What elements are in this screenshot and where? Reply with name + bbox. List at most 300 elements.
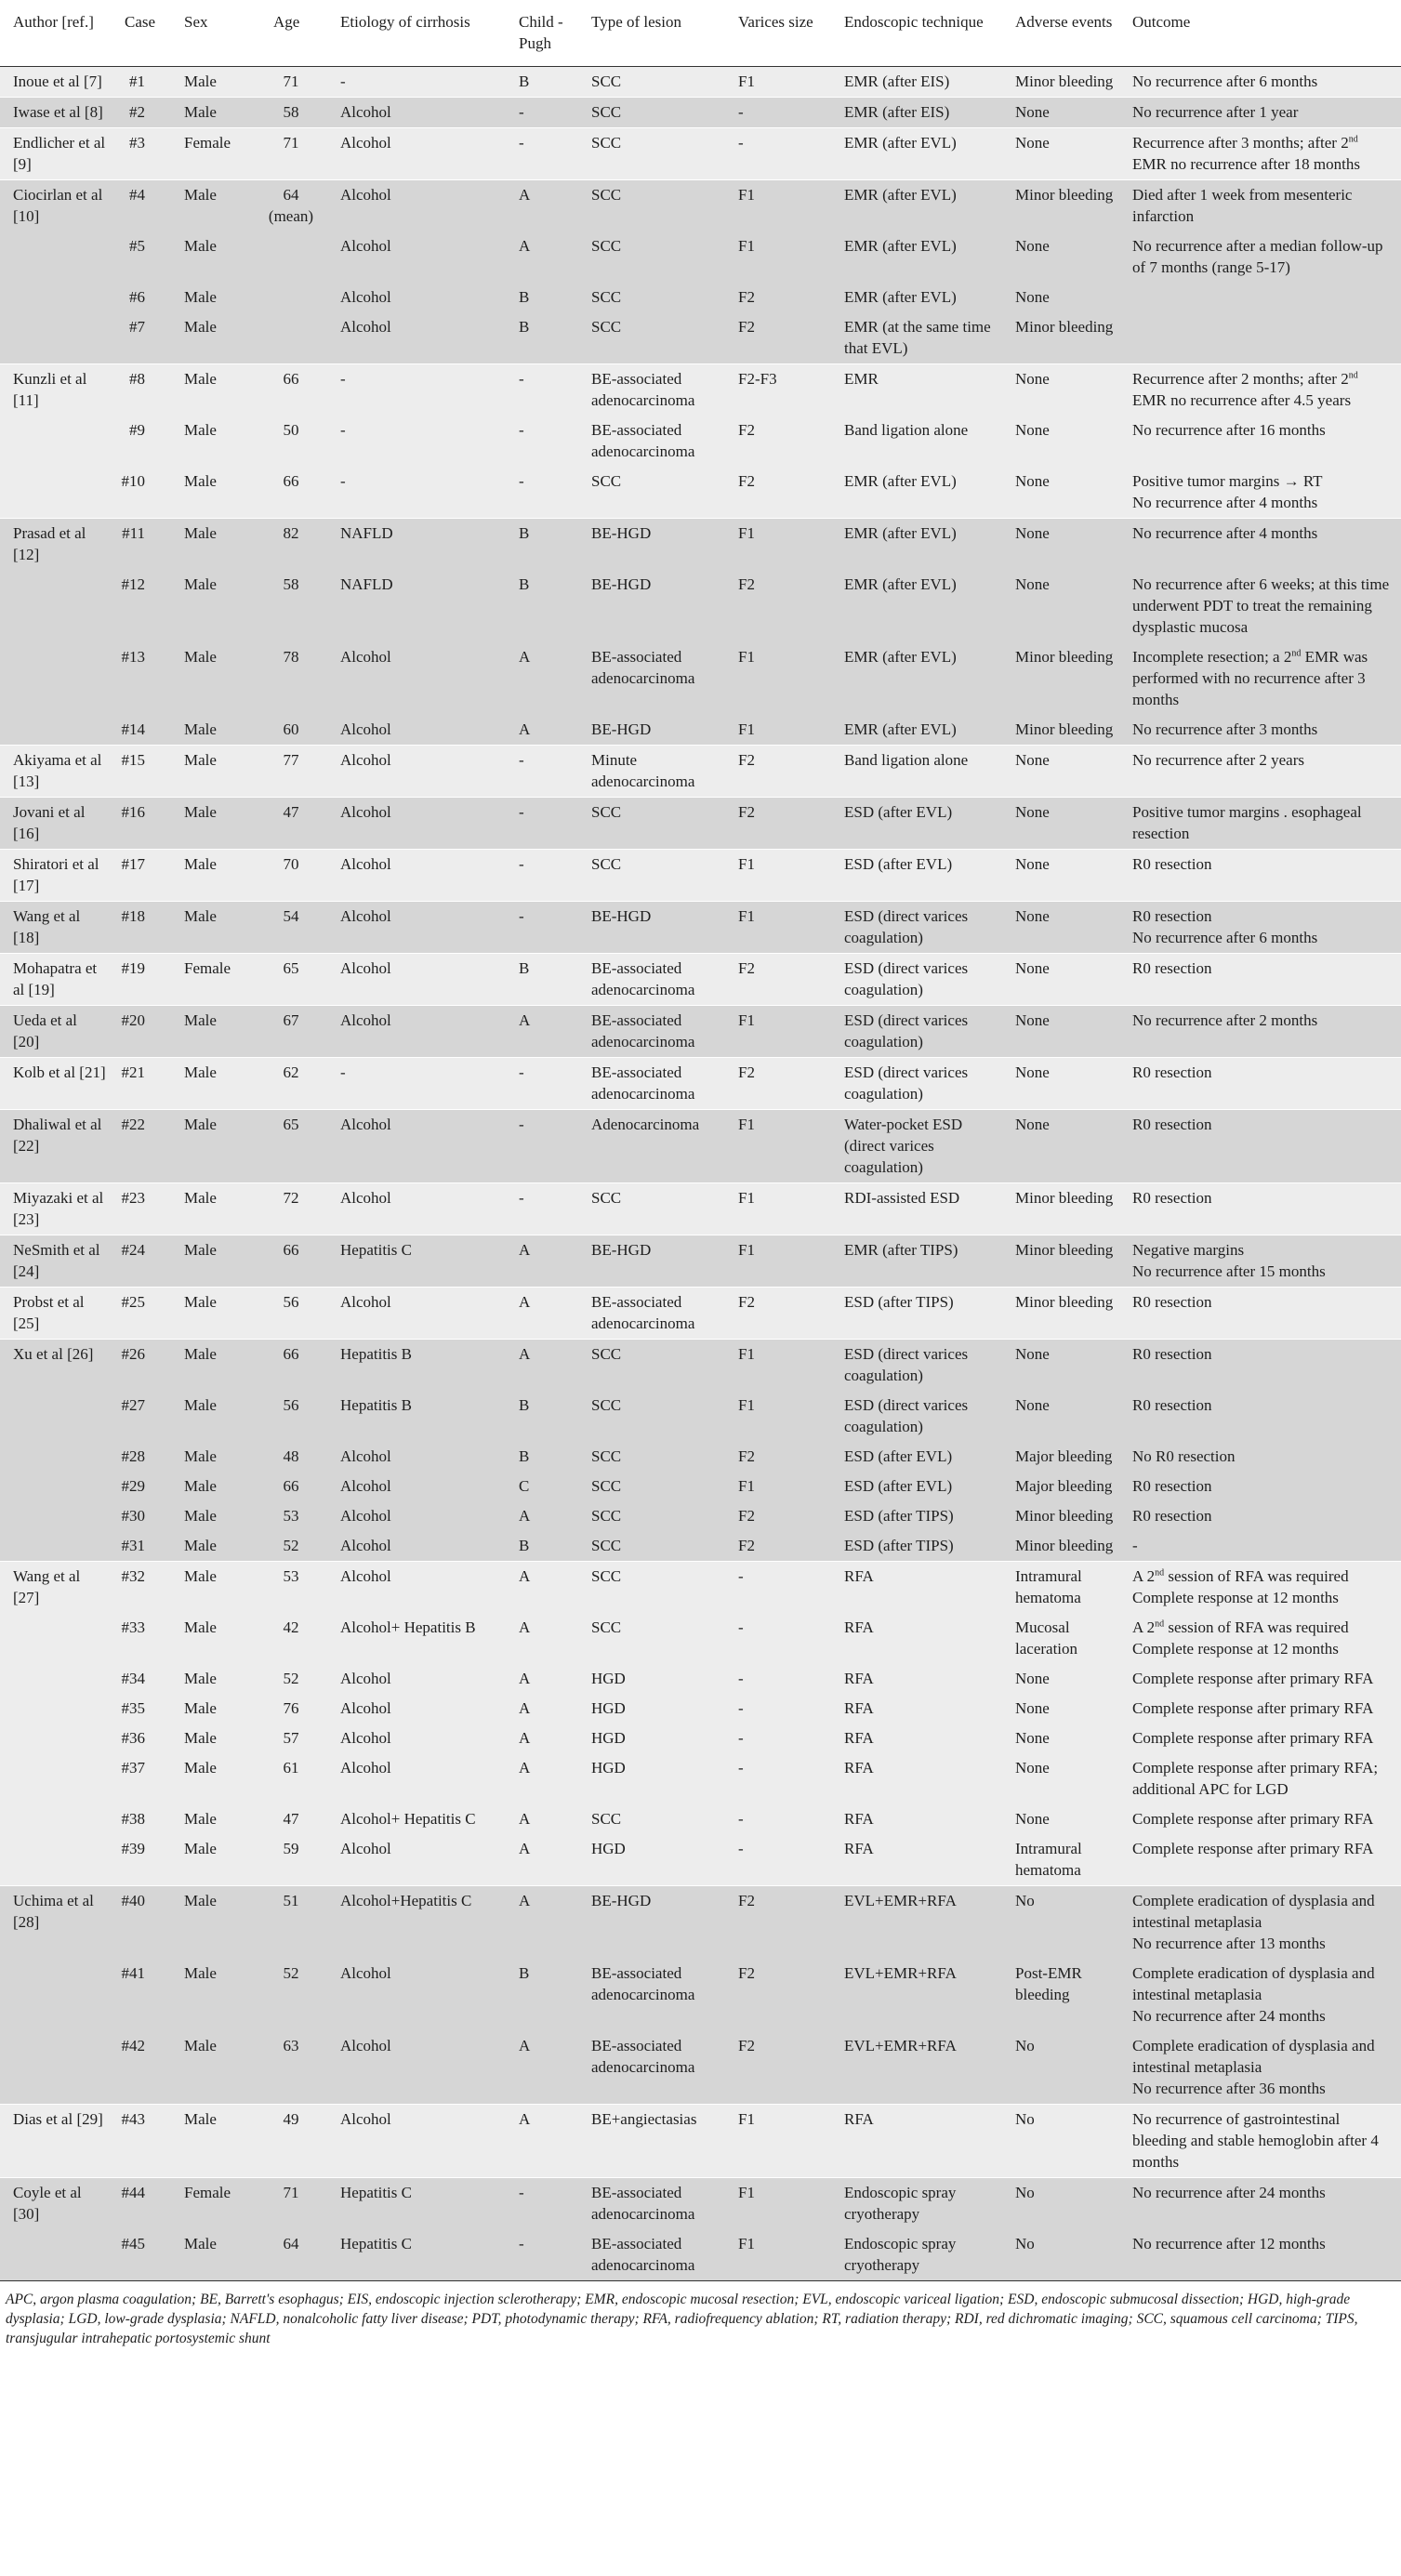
cell-age: 56 [260,1391,327,1442]
cell-varices: - [725,1613,831,1664]
cell-sex: Female [171,2178,260,2230]
cell-adverse: None [1002,1110,1119,1183]
cell-varices: F2 [725,283,831,312]
cell-etiology: Alcohol [327,850,509,902]
cell-lesion: BE-associated adenocarcinoma [578,1288,725,1340]
cell-varices: F2 [725,1501,831,1531]
cell-outcome [1119,312,1401,364]
cell-case: #32 [112,1562,171,1614]
cell-etiology: Hepatitis C [327,2229,509,2280]
cell-varices: F2 [725,1886,831,1960]
cell-lesion: BE-HGD [578,1235,725,1288]
cell-case: #27 [112,1391,171,1442]
cell-age: 63 [260,2031,327,2105]
table-row [0,283,1401,312]
table-row [0,1340,1401,1392]
table-row [0,1886,1401,1960]
cell-lesion: BE-associated adenocarcinoma [578,1959,725,2031]
cell-varices: F2 [725,416,831,467]
cell-sex: Male [171,1753,260,1804]
cell-case: #19 [112,954,171,1006]
cell-sex: Male [171,902,260,954]
cell-varices: F1 [725,67,831,98]
cell-lesion: SCC [578,312,725,364]
cell-etiology: Alcohol [327,715,509,746]
cell-age: 51 [260,1886,327,1960]
cell-technique: RFA [831,2105,1002,2178]
cell-child: B [509,283,578,312]
column-header-varices: Varices size [725,0,831,67]
cell-lesion: SCC [578,1340,725,1392]
table-row [0,1834,1401,1886]
cell-case: #26 [112,1340,171,1392]
cell-child: - [509,1183,578,1235]
cell-author: Xu et al [26] [0,1340,112,1392]
cell-outcome: R0 resection [1119,1472,1401,1501]
cell-etiology: Alcohol [327,1724,509,1753]
cell-sex: Male [171,283,260,312]
table-row [0,954,1401,1006]
cell-outcome [1119,283,1401,312]
cell-etiology: Alcohol [327,1959,509,2031]
cell-case: #7 [112,312,171,364]
table-row [0,312,1401,364]
cell-sex: Male [171,850,260,902]
cell-author [0,570,112,642]
cell-varices: F2 [725,954,831,1006]
table-row [0,850,1401,902]
table-row [0,1288,1401,1340]
cell-child: - [509,798,578,850]
cell-age: 71 [260,128,327,180]
cell-etiology: Alcohol [327,1183,509,1235]
cell-lesion: SCC [578,1531,725,1562]
cell-adverse: None [1002,1058,1119,1110]
cell-age: 65 [260,1110,327,1183]
cell-technique: ESD (direct varices coagulation) [831,1391,1002,1442]
cell-lesion: SCC [578,798,725,850]
cell-technique: EMR (after EVL) [831,283,1002,312]
cell-outcome: No recurrence after 4 months [1119,519,1401,571]
table-footnote: APC, argon plasma coagulation; BE, Barrett's esophagus; EIS, endoscopic injection sclerotherapy; EMR, endoscopic mucosal resection; EVL, endoscopic variceal ligation; ESD, endoscopic submucosal dissection; HGD, high-grade dysplasia; LGD, low-grade dysplasia; NAFLD, nonalcoholic fatty liver disease; PDT, photodynamic therapy; RFA, radiofrequency ablation; RT, radiation therapy; RDI, red dichromatic imaging; SCC, squamous cell carcinoma; TIPS, transjugular intrahepatic portosystemic shunt [0,2280,1401,2348]
cell-author [0,1753,112,1804]
cell-author [0,1724,112,1753]
cell-etiology: Alcohol [327,1472,509,1501]
cell-author [0,1472,112,1501]
cell-adverse: Intramural hematoma [1002,1834,1119,1886]
cell-etiology: Alcohol [327,798,509,850]
cell-varices: F2 [725,1959,831,2031]
cell-technique: RFA [831,1804,1002,1834]
cell-lesion: SCC [578,180,725,232]
cell-sex: Male [171,1562,260,1614]
cell-lesion: BE-HGD [578,1886,725,1960]
cell-child: A [509,1694,578,1724]
cell-technique: RDI-assisted ESD [831,1183,1002,1235]
cell-age: 78 [260,642,327,715]
cell-lesion: BE+angiectasias [578,2105,725,2178]
cell-sex: Male [171,746,260,798]
cell-author [0,1501,112,1531]
table-row [0,902,1401,954]
cell-child: B [509,1391,578,1442]
cell-technique: EVL+EMR+RFA [831,2031,1002,2105]
cell-etiology: Alcohol [327,642,509,715]
cell-case: #36 [112,1724,171,1753]
cell-etiology: - [327,67,509,98]
cell-outcome: Complete response after primary RFA [1119,1834,1401,1886]
cell-child: A [509,1753,578,1804]
cell-adverse: No [1002,1886,1119,1960]
cell-varices: - [725,128,831,180]
cell-etiology: Hepatitis C [327,2178,509,2230]
cell-adverse: None [1002,1006,1119,1058]
cell-author [0,283,112,312]
table-row [0,1442,1401,1472]
cell-technique: ESD (after EVL) [831,798,1002,850]
cell-outcome: Complete response after primary RFA [1119,1724,1401,1753]
cell-sex: Male [171,67,260,98]
cell-lesion: SCC [578,67,725,98]
cell-outcome: Incomplete resection; a 2nd EMR was performed with no recurrence after 3 months [1119,642,1401,715]
cell-outcome: Complete eradication of dysplasia and intestinal metaplasia No recurrence after 36 months [1119,2031,1401,2105]
table-row [0,746,1401,798]
cell-child: A [509,1664,578,1694]
cell-sex: Female [171,128,260,180]
cell-sex: Male [171,416,260,467]
cell-child: B [509,519,578,571]
cell-outcome: Positive tumor margins → RT No recurrence after 4 months [1119,467,1401,519]
cell-author: NeSmith et al [24] [0,1235,112,1288]
cell-lesion: Minute adenocarcinoma [578,746,725,798]
table-row [0,364,1401,416]
cell-technique: RFA [831,1694,1002,1724]
cell-adverse: None [1002,283,1119,312]
cell-technique: EVL+EMR+RFA [831,1959,1002,2031]
cell-age: 58 [260,570,327,642]
cell-adverse: Major bleeding [1002,1442,1119,1472]
cell-case: #15 [112,746,171,798]
cell-adverse: Minor bleeding [1002,67,1119,98]
cell-sex: Male [171,1288,260,1340]
cell-author [0,1442,112,1472]
cell-case: #8 [112,364,171,416]
cell-age: 64 [260,2229,327,2280]
cell-sex: Male [171,312,260,364]
cell-child: A [509,231,578,283]
table-row [0,1006,1401,1058]
cell-adverse: Minor bleeding [1002,1531,1119,1562]
cell-sex: Male [171,715,260,746]
cell-technique: RFA [831,1753,1002,1804]
cell-age: 53 [260,1501,327,1531]
cell-varices: F1 [725,1235,831,1288]
cell-outcome: Recurrence after 3 months; after 2nd EMR no recurrence after 18 months [1119,128,1401,180]
cell-technique: EVL+EMR+RFA [831,1886,1002,1960]
cell-outcome: No recurrence after a median follow-up of 7 months (range 5-17) [1119,231,1401,283]
cell-sex: Male [171,570,260,642]
cell-lesion: HGD [578,1724,725,1753]
table-row [0,1753,1401,1804]
cell-case: #45 [112,2229,171,2280]
cell-child: A [509,715,578,746]
cell-lesion: BE-associated adenocarcinoma [578,1006,725,1058]
cell-etiology: Hepatitis C [327,1235,509,1288]
cell-author: Inoue et al [7] [0,67,112,98]
cell-adverse: Post-EMR bleeding [1002,1959,1119,2031]
cell-technique: RFA [831,1562,1002,1614]
cell-case: #3 [112,128,171,180]
cell-author: Endlicher et al [9] [0,128,112,180]
header-row [0,0,1401,67]
cell-author [0,1531,112,1562]
cell-outcome: R0 resection [1119,1501,1401,1531]
cell-adverse: None [1002,1804,1119,1834]
cell-age: 60 [260,715,327,746]
cell-lesion: BE-associated adenocarcinoma [578,1058,725,1110]
cell-sex: Male [171,1531,260,1562]
cell-etiology: Alcohol [327,312,509,364]
table-row [0,1531,1401,1562]
table-row [0,231,1401,283]
table-row [0,642,1401,715]
cell-etiology: Hepatitis B [327,1391,509,1442]
cell-sex: Male [171,2229,260,2280]
cell-lesion: BE-associated adenocarcinoma [578,2031,725,2105]
cell-child: - [509,2229,578,2280]
cell-outcome: R0 resection [1119,850,1401,902]
cell-child: B [509,67,578,98]
cell-child: - [509,467,578,519]
cell-adverse: None [1002,98,1119,128]
cell-case: #14 [112,715,171,746]
cell-case: #20 [112,1006,171,1058]
cell-lesion: BE-associated adenocarcinoma [578,642,725,715]
cell-sex: Male [171,2105,260,2178]
cell-outcome: Complete eradication of dysplasia and intestinal metaplasia No recurrence after 13 months [1119,1886,1401,1960]
cell-varices: F1 [725,1391,831,1442]
cell-case: #28 [112,1442,171,1472]
cell-lesion: BE-HGD [578,902,725,954]
cell-adverse: No [1002,2031,1119,2105]
cell-author [0,2229,112,2280]
cell-child: B [509,954,578,1006]
cell-age: 66 [260,364,327,416]
cell-child: A [509,1288,578,1340]
cell-case: #2 [112,98,171,128]
cell-age: 49 [260,2105,327,2178]
cell-lesion: BE-HGD [578,570,725,642]
cell-age: 42 [260,1613,327,1664]
cell-etiology: Alcohol [327,1531,509,1562]
cell-etiology: - [327,467,509,519]
cell-technique: Water-pocket ESD (direct varices coagulation) [831,1110,1002,1183]
cell-adverse: None [1002,850,1119,902]
cell-varices: - [725,1834,831,1886]
cell-etiology: Alcohol [327,128,509,180]
cell-age: 66 [260,1472,327,1501]
cell-outcome: R0 resection [1119,1391,1401,1442]
cell-author: Coyle et al [30] [0,2178,112,2230]
table-row [0,1664,1401,1694]
table-row [0,798,1401,850]
cell-adverse: Minor bleeding [1002,180,1119,232]
cell-etiology: Alcohol [327,746,509,798]
cell-adverse: Minor bleeding [1002,1235,1119,1288]
column-header-etiology: Etiology of cirrhosis [327,0,509,67]
cell-adverse: Minor bleeding [1002,642,1119,715]
cell-child: - [509,128,578,180]
cell-outcome: No recurrence of gastrointestinal bleeding and stable hemoglobin after 4 months [1119,2105,1401,2178]
cell-case: #25 [112,1288,171,1340]
cell-technique: ESD (after TIPS) [831,1501,1002,1531]
cell-age: 66 [260,1340,327,1392]
cell-technique: ESD (direct varices coagulation) [831,902,1002,954]
cell-varices: F2-F3 [725,364,831,416]
cell-sex: Male [171,2031,260,2105]
cell-technique: EMR (after EIS) [831,98,1002,128]
cell-age: 77 [260,746,327,798]
cell-case: #6 [112,283,171,312]
cell-child: A [509,1834,578,1886]
cell-adverse: None [1002,231,1119,283]
cell-etiology: Alcohol [327,180,509,232]
cell-sex: Male [171,1442,260,1472]
cell-varices: - [725,1664,831,1694]
cell-case: #42 [112,2031,171,2105]
cell-child: - [509,850,578,902]
cell-outcome: Positive tumor margins . esophageal resection [1119,798,1401,850]
cell-technique: EMR (after EVL) [831,467,1002,519]
cell-case: #21 [112,1058,171,1110]
cell-child: - [509,1058,578,1110]
cell-age: 54 [260,902,327,954]
cell-adverse: None [1002,954,1119,1006]
cell-outcome: R0 resection [1119,1110,1401,1183]
cell-child: B [509,1959,578,2031]
cell-varices: F1 [725,2105,831,2178]
cell-outcome: No recurrence after 12 months [1119,2229,1401,2280]
cell-outcome: Recurrence after 2 months; after 2nd EMR no recurrence after 4.5 years [1119,364,1401,416]
cell-author [0,1664,112,1694]
cell-lesion: SCC [578,1183,725,1235]
cell-outcome: No recurrence after 6 weeks; at this time underwent PDT to treat the remaining dysplastic mucosa [1119,570,1401,642]
cell-sex: Male [171,1613,260,1664]
table-body [0,67,1401,2281]
cell-technique: ESD (after EVL) [831,1472,1002,1501]
cell-outcome: A 2nd session of RFA was required Complete response at 12 months [1119,1562,1401,1614]
cell-age: 62 [260,1058,327,1110]
cell-child: A [509,1340,578,1392]
cell-sex: Male [171,364,260,416]
cell-sex: Male [171,467,260,519]
cell-case: #5 [112,231,171,283]
cell-varices: F1 [725,1110,831,1183]
cell-lesion: BE-associated adenocarcinoma [578,2178,725,2230]
cell-case: #23 [112,1183,171,1235]
cell-outcome: No recurrence after 3 months [1119,715,1401,746]
cell-technique: ESD (direct varices coagulation) [831,1340,1002,1392]
cell-adverse: None [1002,128,1119,180]
cell-outcome: R0 resection [1119,1183,1401,1235]
cell-author [0,1834,112,1886]
cell-case: #38 [112,1804,171,1834]
table-row [0,1235,1401,1288]
cell-age: 66 [260,1235,327,1288]
cell-case: #40 [112,1886,171,1960]
cell-varices: F1 [725,2178,831,2230]
cell-etiology: Alcohol [327,98,509,128]
table-row [0,1391,1401,1442]
cell-age: 65 [260,954,327,1006]
cell-author [0,467,112,519]
cell-lesion: BE-associated adenocarcinoma [578,416,725,467]
cell-adverse: Minor bleeding [1002,715,1119,746]
cell-age: 52 [260,1959,327,2031]
cell-varices: F1 [725,850,831,902]
cell-adverse: Minor bleeding [1002,1288,1119,1340]
cell-adverse: None [1002,746,1119,798]
table-row [0,1501,1401,1531]
cell-etiology: Alcohol+ Hepatitis C [327,1804,509,1834]
cell-etiology: - [327,1058,509,1110]
cell-author: Ueda et al [20] [0,1006,112,1058]
table-row [0,67,1401,98]
cell-author: Mohapatra et al [19] [0,954,112,1006]
column-header-case: Case [112,0,171,67]
cell-technique: EMR [831,364,1002,416]
cell-outcome: Complete response after primary RFA [1119,1804,1401,1834]
cell-child: A [509,1235,578,1288]
table-row [0,2178,1401,2230]
cell-adverse: None [1002,798,1119,850]
cell-age: 53 [260,1562,327,1614]
cell-author: Uchima et al [28] [0,1886,112,1960]
cell-lesion: HGD [578,1753,725,1804]
cell-sex: Male [171,1472,260,1501]
cell-child: C [509,1472,578,1501]
cell-technique: EMR (after EIS) [831,67,1002,98]
cell-author: Wang et al [27] [0,1562,112,1614]
cell-age: 50 [260,416,327,467]
table-row [0,2031,1401,2105]
cell-lesion: SCC [578,283,725,312]
table-row [0,2229,1401,2280]
cell-outcome: - [1119,1531,1401,1562]
cell-age: 82 [260,519,327,571]
cell-child: A [509,1006,578,1058]
cell-outcome: A 2nd session of RFA was required Complete response at 12 months [1119,1613,1401,1664]
table-row [0,570,1401,642]
cell-case: #30 [112,1501,171,1531]
cell-case: #37 [112,1753,171,1804]
cell-etiology: Alcohol+ Hepatitis B [327,1613,509,1664]
cell-lesion: Adenocarcinoma [578,1110,725,1183]
cell-case: #9 [112,416,171,467]
cell-etiology: Alcohol [327,1694,509,1724]
cell-sex: Female [171,954,260,1006]
cell-sex: Male [171,1183,260,1235]
cell-age: 52 [260,1531,327,1562]
cell-case: #10 [112,467,171,519]
cell-author [0,642,112,715]
cell-etiology: Alcohol [327,1501,509,1531]
cell-etiology: NAFLD [327,570,509,642]
cell-sex: Male [171,798,260,850]
cell-etiology: Alcohol [327,1110,509,1183]
cell-varices: F1 [725,902,831,954]
cell-age: 76 [260,1694,327,1724]
